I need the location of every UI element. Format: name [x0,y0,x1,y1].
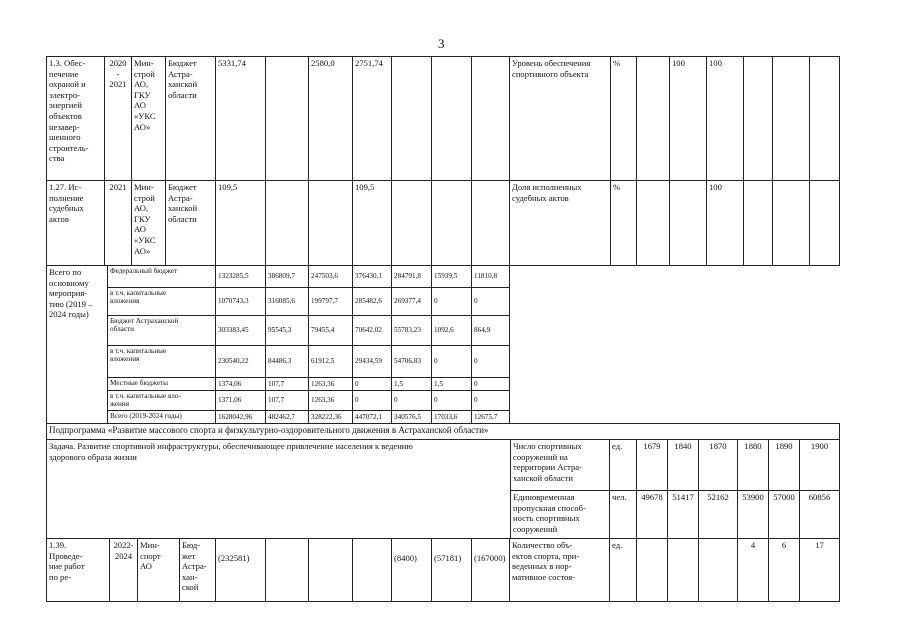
totals-value: 11810,8 [471,265,510,288]
totals-value: 107,7 [265,390,309,411]
indicator-unit: ед. [609,439,637,491]
totals-value: 1263,36 [308,390,353,411]
activity-years: 2021 [104,180,132,266]
totals-value: 269377,4 [391,287,432,316]
totals-row-label: Бюджет Астраханской области [107,315,216,346]
indicator-2021: 100 [706,180,744,266]
indicator-2023 [772,180,810,266]
totals-value: 0 [352,377,392,391]
totals-value: 1092,6 [431,315,472,346]
activity-number: 1.39. Проведе- ние работ по ре- [46,538,110,602]
totals-value: 0 [431,390,472,411]
indicator-2022 [743,180,773,266]
indicator-name: Количество объ- ектов спорта, при- веденных в нор- мативное состоя- [509,538,610,602]
totals-value: 1323285,5 [215,265,266,288]
funding-2022 [391,180,432,266]
indicator-2023 [772,56,810,181]
totals-value: 0 [391,390,432,411]
totals-value: 107,7 [265,377,309,391]
funding-2020 [308,180,353,266]
activity-number: 1.3. Обес- печение охраной и электро- энергией объектов незавер- шенного строитель- ства [46,56,105,181]
totals-value: 79455,4 [308,315,353,346]
totals-value: 84486,3 [265,345,309,378]
indicator-2019 [636,180,670,266]
totals-value: 95545,3 [265,315,309,346]
indicator-value: 1840 [667,439,699,491]
page-number: 3 [438,36,445,51]
totals-value: 303383,45 [215,315,266,346]
task-text: Задача. Развитие спортивной инфраструктуры, обеспечивающее привлечение населения к ведению здорового образа жизни [46,439,511,539]
subprogram-title: Подпрограмма «Развитие массового спорта и физкультурно-оздоровительного движения в Астраханской области» [46,423,840,440]
funding-2024 [471,56,510,181]
activity-executor: Мин- спорт АО [137,538,180,602]
indicator-value: 1870 [698,439,738,491]
funding-total: 5331,74 [215,56,266,181]
funding-2019 [265,56,309,181]
funding-2023: (57181) [431,538,472,602]
indicator-name: Число спортивных сооружений на территории Астра- ханской области [510,439,610,491]
totals-row-label: в т.ч. капитальные вложения [107,345,216,378]
indicator-2021: 100 [706,56,744,181]
activity-years: 2020 - 2021 [104,56,132,181]
totals-value: 1374,06 [215,377,266,391]
activity-years: 2022- 2024 [109,538,138,602]
totals-value: 0 [431,287,472,316]
funding-total: 109,5 [215,180,266,266]
totals-label: Всего по основному мероприя- тию (2019 – 2024 годы) [46,265,108,424]
totals-value: 864,9 [471,315,510,346]
funding-2023 [431,56,472,181]
indicator-name: Доля исполненных судебных актов [509,180,611,266]
indicator-unit: % [610,56,637,181]
funding-2023 [431,180,472,266]
totals-row-label: Федеральный бюджет [107,265,216,288]
totals-value: 230540,22 [215,345,266,378]
indicator-2022 [743,56,773,181]
totals-value: 447072,1 [352,410,392,424]
totals-value: 1,5 [391,377,432,391]
totals-value: 0 [471,377,510,391]
totals-row-label: в т.ч. капитальные вло- жения [107,390,216,411]
funding-2021: 2751,74 [352,56,392,181]
totals-value: 55783,23 [391,315,432,346]
totals-value: 328222,36 [308,410,353,424]
totals-value: 284791,8 [391,265,432,288]
totals-value: 17033,6 [431,410,472,424]
funding-2020 [308,538,353,602]
indicator-unit: чел. [609,490,637,539]
indicator-value: 49678 [636,490,668,539]
indicator-2023: 6 [768,538,800,602]
indicator-2024 [809,56,840,181]
indicator-2019 [636,56,670,181]
totals-row-label: в т.ч. капитальные вложения [107,287,216,316]
totals-value: 0 [471,390,510,411]
totals-value: 15939,5 [431,265,472,288]
funding-2021 [352,538,392,602]
totals-value: 29434,59 [352,345,392,378]
indicator-unit: ед. [609,538,637,602]
funding-source: Бюд- жет Астра- хан- ской [179,538,216,602]
indicator-value: 53900 [737,490,769,539]
totals-value: 0 [471,345,510,378]
totals-value: 12675,7 [471,410,510,424]
indicator-value: 51417 [667,490,699,539]
totals-value: 482462,7 [265,410,309,424]
funding-2022: (8400) [391,538,432,602]
indicator-2021 [698,538,738,602]
funding-2024: (167000) [471,538,510,602]
indicator-value: 60856 [799,490,840,539]
funding-2020: 2580,0 [308,56,353,181]
funding-2019 [265,180,309,266]
indicator-name: Единовременная пропускная способ- ность спортивных сооружений [510,490,610,539]
activity-executor: Мин- строй АО, ГКУ АО «УКС АО» [131,56,166,181]
totals-value: 340576,5 [391,410,432,424]
indicator-value: 1880 [737,439,769,491]
totals-value: 386809,7 [265,265,309,288]
activity-number: 1.27. Ис- полнение судебных актов [46,180,105,266]
indicator-2024: 17 [799,538,840,602]
totals-value: 199797,7 [308,287,353,316]
totals-value: 54706,83 [391,345,432,378]
indicator-value: 1900 [799,439,840,491]
indicator-value: 1679 [636,439,668,491]
indicator-name: Уровень обеспечения спортивного объекта [509,56,611,181]
funding-2022 [391,56,432,181]
funding-2024 [471,180,510,266]
totals-value: 1,5 [431,377,472,391]
totals-value: 61912,5 [308,345,353,378]
totals-value: 1263,36 [308,377,353,391]
funding-source: Бюджет Астра- ханской области [165,56,216,181]
funding-source: Бюджет Астра- ханской области [165,180,216,266]
funding-2021: 109,5 [352,180,392,266]
funding-2019 [265,538,309,602]
funding-total: (232581) [215,538,266,602]
totals-value: 1371,06 [215,390,266,411]
indicator-2020: 100 [669,56,707,181]
totals-value: 1628042,96 [215,410,266,424]
totals-value: 0 [471,287,510,316]
indicator-value: 52162 [698,490,738,539]
totals-row-label: Местные бюджеты [107,377,216,391]
indicator-2020 [669,180,707,266]
indicator-2019 [636,538,668,602]
indicator-value: 1890 [768,439,800,491]
totals-value: 247503,6 [308,265,353,288]
totals-value: 1070743,3 [215,287,266,316]
activity-executor: Мин- строй АО, ГКУ АО «УКС АО» [131,180,166,266]
indicator-2022: 4 [737,538,769,602]
totals-value: 0 [352,390,392,411]
indicator-unit: % [610,180,637,266]
totals-value: 285482,6 [352,287,392,316]
totals-value: 376430,1 [352,265,392,288]
totals-value: 70642,02 [352,315,392,346]
totals-value: 0 [431,345,472,378]
totals-value: 316085,6 [265,287,309,316]
totals-row-label: Всего (2019-2024 годы) [107,410,216,424]
indicator-2024 [809,180,840,266]
indicator-2020 [667,538,699,602]
indicator-value: 57000 [768,490,800,539]
